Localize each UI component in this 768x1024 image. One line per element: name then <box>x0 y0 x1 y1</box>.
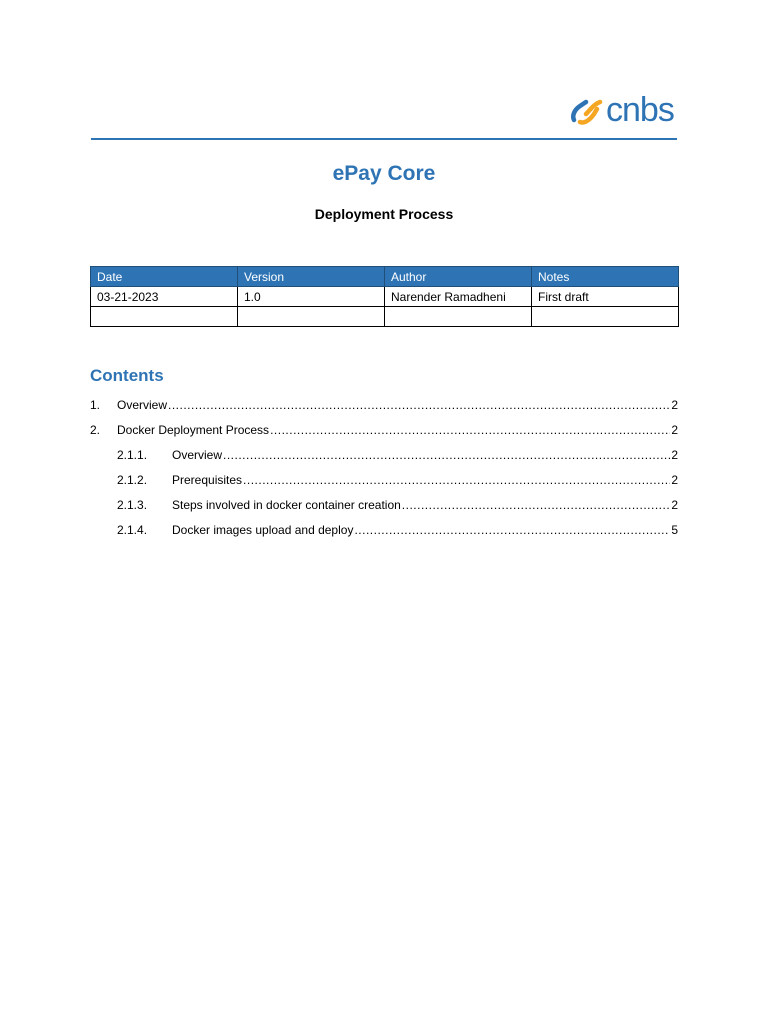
revision-table <box>90 266 679 327</box>
toc-dot-leader <box>243 473 670 487</box>
cell-notes <box>532 307 679 327</box>
cell-version <box>238 307 385 327</box>
cnbs-logo-icon <box>570 94 604 126</box>
toc-dot-leader <box>168 398 670 412</box>
toc-entry-number: 1. <box>90 397 101 412</box>
toc-dot-leader <box>354 523 670 537</box>
toc-entry[interactable] <box>90 492 678 517</box>
toc-entry-title[interactable]: Prerequisites <box>172 472 243 487</box>
column-header-version: Version <box>238 267 385 287</box>
toc-entry-title[interactable]: Docker images upload and deploy <box>172 522 354 537</box>
toc-entry-title[interactable]: Steps involved in docker container creation <box>172 497 401 512</box>
cell-author: Narender Ramadheni <box>385 287 532 307</box>
toc-entry-page: 2 <box>671 447 678 462</box>
toc-entry-title[interactable]: Docker Deployment Process <box>117 422 270 437</box>
toc-entry-number: 2.1.3. <box>117 497 148 512</box>
toc-entry-title[interactable]: Overview <box>172 447 223 462</box>
document-subtitle: Deployment Process <box>314 206 454 222</box>
logo-wordmark: cnbs <box>606 91 674 129</box>
cell-date <box>91 307 238 327</box>
toc-entry-number: 2. <box>90 422 101 437</box>
table-row <box>91 307 679 327</box>
toc-entry-title[interactable]: Overview <box>117 397 168 412</box>
cell-author <box>385 307 532 327</box>
toc-entry-number: 2.1.1. <box>117 447 148 462</box>
column-header-notes: Notes <box>532 267 679 287</box>
toc-entry[interactable] <box>90 417 678 442</box>
header-divider <box>91 138 677 140</box>
table-header-row <box>91 267 679 287</box>
toc-entry[interactable] <box>90 517 678 542</box>
toc-entry-page: 2 <box>671 397 678 412</box>
table-row <box>91 287 679 307</box>
toc-entry-page: 5 <box>671 522 678 537</box>
toc-entry[interactable] <box>90 442 678 467</box>
toc-entry-number: 2.1.2. <box>117 472 148 487</box>
toc-entry[interactable] <box>90 392 678 417</box>
toc-entry-page: 2 <box>671 497 678 512</box>
toc-entry[interactable] <box>90 467 678 492</box>
company-logo <box>570 90 674 130</box>
toc-entry-page: 2 <box>671 422 678 437</box>
toc-dot-leader <box>270 423 670 437</box>
contents-heading: Contents <box>90 366 164 385</box>
toc-entry-page: 2 <box>671 472 678 487</box>
toc-dot-leader <box>402 498 671 512</box>
cell-notes: First draft <box>532 287 679 307</box>
table-of-contents <box>90 392 678 542</box>
toc-entry-number: 2.1.4. <box>117 522 148 537</box>
column-header-author: Author <box>385 267 532 287</box>
cell-date: 03-21-2023 <box>91 287 238 307</box>
column-header-date: Date <box>91 267 238 287</box>
cell-version: 1.0 <box>238 287 385 307</box>
toc-dot-leader <box>223 448 670 462</box>
document-title: ePay Core <box>332 162 436 185</box>
